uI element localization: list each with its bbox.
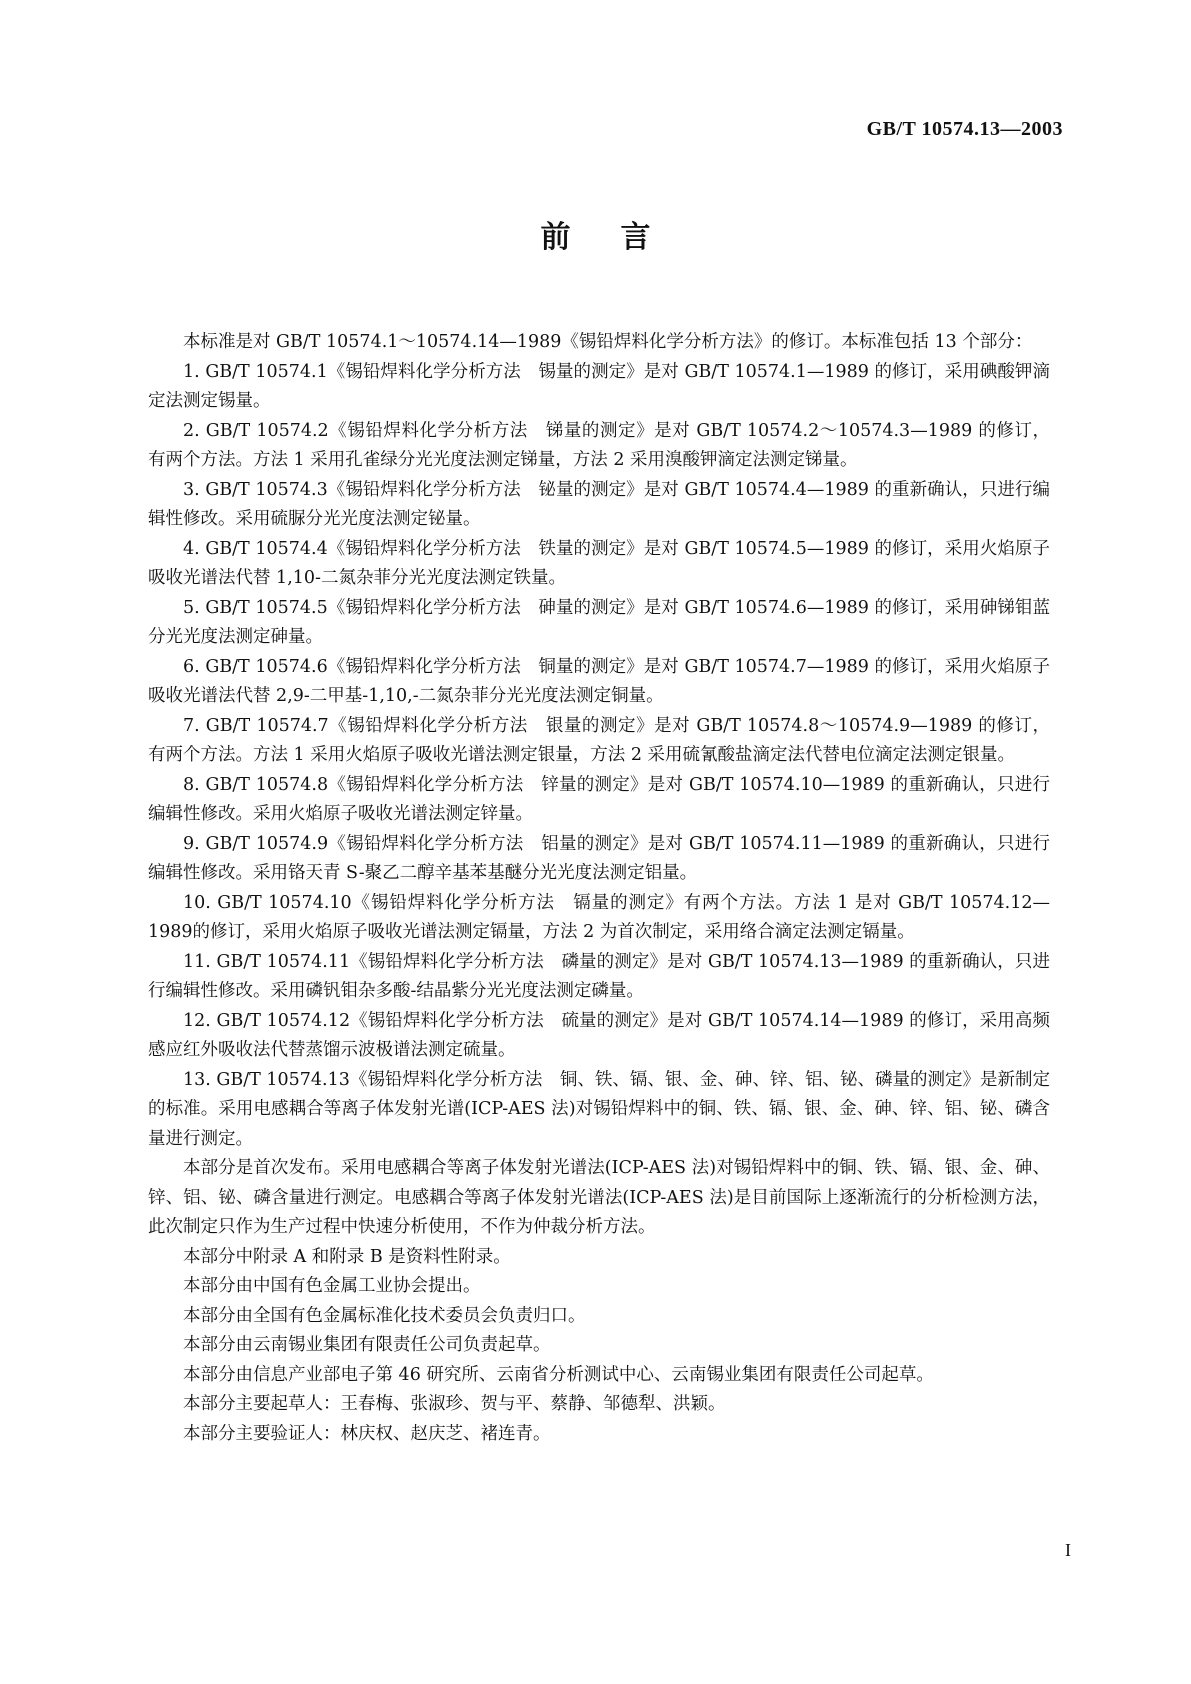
page-title: 前言 [540, 220, 701, 255]
paragraph-part-12: 12. GB/T 10574.12《锡铅焊料化学分析方法 硫量的测定》是对 GB/T 10574.14—1989 的修订，采用高频感应红外吸收法代替蒸馏示波极谱法测定硫量。 [148, 1010, 1050, 1060]
paragraph-responsible-drafter: 本部分由云南锡业集团有限责任公司负责起草。 [183, 1335, 551, 1355]
paragraph-part-1: 1. GB/T 10574.1《锡铅焊料化学分析方法 锡量的测定》是对 GB/T 10574.1—1989 的修订，采用碘酸钾滴定法测定锡量。 [148, 361, 1050, 411]
paragraph-proposed-by: 本部分由中国有色金属工业协会提出。 [183, 1276, 481, 1296]
paragraph-part-6: 6. GB/T 10574.6《锡铅焊料化学分析方法 铜量的测定》是对 GB/T 10574.7—1989 的修订，采用火焰原子吸收光谱法代替 2,9-二甲基-1,10,-二氮杂菲分光光度法测定铜量。 [148, 656, 1050, 706]
page-number: I [1065, 1540, 1071, 1560]
paragraph-part-7: 7. GB/T 10574.7《锡铅焊料化学分析方法 银量的测定》是对 GB/T 10574.8～10574.9—1989 的修订，有两个方法。方法 1 采用火焰原子吸收光谱法测定银量，方法 2 采用硫氰酸盐滴定法代替电位滴定法测定银量。 [148, 715, 1050, 765]
paragraph-part-11: 11. GB/T 10574.11《锡铅焊料化学分析方法 磷量的测定》是对 GB/T 10574.13—1989 的重新确认，只进行编辑性修改。采用磷钒钼杂多酸-结晶紫分光光度法测定磷量。 [148, 951, 1050, 1001]
paragraph-main-drafters: 本部分主要起草人：王春梅、张淑珍、贺与平、蔡静、邹德犁、洪颖。 [183, 1394, 726, 1414]
paragraph-centralized-by: 本部分由全国有色金属标准化技术委员会负责归口。 [183, 1305, 586, 1326]
preface-body [148, 328, 1050, 1449]
paragraph-part-3: 3. GB/T 10574.3《锡铅焊料化学分析方法 铋量的测定》是对 GB/T 10574.4—1989 的重新确认，只进行编辑性修改。采用硫脲分光光度法测定铋量。 [148, 479, 1050, 529]
paragraph-part-8: 8. GB/T 10574.8《锡铅焊料化学分析方法 锌量的测定》是对 GB/T 10574.10—1989 的重新确认，只进行编辑性修改。采用火焰原子吸收光谱法测定锌量。 [148, 774, 1050, 824]
paragraph-intro: 本标准是对 GB/T 10574.1～10574.14—1989《锡铅焊料化学分析方法》的修订。本标准包括 13 个部分： [183, 332, 1033, 352]
paragraph-part-4: 4. GB/T 10574.4《锡铅焊料化学分析方法 铁量的测定》是对 GB/T 10574.5—1989 的修订，采用火焰原子吸收光谱法代替 1,10-二氮杂菲分光光度法测定铁量。 [148, 538, 1050, 588]
standard-number: GB/T 10574.13—2003 [866, 118, 1063, 140]
paragraph-appendix: 本部分中附录 A 和附录 B 是资料性附录。 [183, 1246, 511, 1267]
paragraph-part-10: 10. GB/T 10574.10《锡铅焊料化学分析方法 镉量的测定》有两个方法。方法 1 是对 GB/T 10574.12—1989的修订，采用火焰原子吸收光谱法测定镉量，方法 2 为首次制定，采用络合滴定法测定镉量。 [148, 892, 1050, 942]
paragraph-part-13: 13. GB/T 10574.13《锡铅焊料化学分析方法 铜、铁、镉、银、金、砷、锌、铝、铋、磷量的测定》是新制定的标准。采用电感耦合等离子体发射光谱(ICP-AES 法)对锡铅焊料中的铜、铁、镉、银、金、砷、锌、铝、铋、磷含量进行测定。 [148, 1069, 1050, 1149]
paragraph-first-release: 本部分是首次发布。采用电感耦合等离子体发射光谱法(ICP-AES 法)对锡铅焊料中的铜、铁、镉、银、金、砷、锌、铝、铋、磷含量进行测定。电感耦合等离子体发射光谱法(ICP-AES 法)是目前国际上逐渐流行的分析检测方法，此次制定只作为生产过程中快速分析使用，不作为仲裁分析方法。 [148, 1158, 1050, 1237]
paragraph-drafting-units: 本部分由信息产业部电子第 46 研究所、云南省分析测试中心、云南锡业集团有限责任公司起草。 [183, 1364, 934, 1385]
paragraph-main-verifiers: 本部分主要验证人：林庆权、赵庆芝、褚连青。 [183, 1423, 551, 1444]
paragraph-part-5: 5. GB/T 10574.5《锡铅焊料化学分析方法 砷量的测定》是对 GB/T 10574.6—1989 的修订，采用砷锑钼蓝分光光度法测定砷量。 [148, 597, 1050, 647]
paragraph-part-2: 2. GB/T 10574.2《锡铅焊料化学分析方法 锑量的测定》是对 GB/T 10574.2～10574.3—1989 的修订，有两个方法。方法 1 采用孔雀绿分光光度法测定锑量，方法 2 采用溴酸钾滴定法测定锑量。 [148, 420, 1050, 470]
paragraph-part-9: 9. GB/T 10574.9《锡铅焊料化学分析方法 铝量的测定》是对 GB/T 10574.11—1989 的重新确认，只进行编辑性修改。采用铬天青 S-聚乙二醇辛基苯基醚分光光度法测定铝量。 [148, 833, 1050, 883]
